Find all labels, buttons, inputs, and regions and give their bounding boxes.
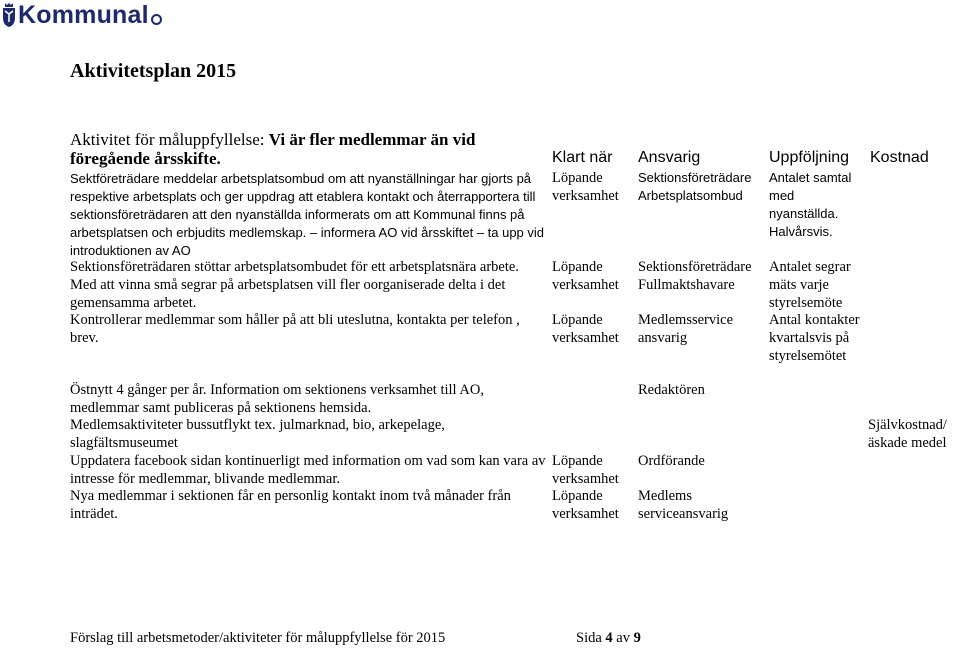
row-1-activity: Sektföreträdare meddelar arbetsplatsombud om att nyanställningar har gjorts på respektive arbetsplats och ger uppdrag att etablera kontakt och återrapportera till sektionsföreträdaren att den nyanställda informerats om att Kommunal finns på arbetsplatsen och erbjudits medlemskap. – informera AO vid årsskiftet – ta upp vid introduktionen av AO <box>70 171 545 258</box>
column-header-responsible: Ansvarig <box>638 149 701 166</box>
row-7-when: Löpande verksamhet <box>552 488 619 522</box>
row-3-followup: Antal kontakter kvartalsvis på styrelsemötet <box>769 312 860 364</box>
row-6-responsible: Ordförande <box>638 453 705 469</box>
kommunal-crest-icon <box>2 2 16 28</box>
row-2-when: Löpande verksamhet <box>552 259 619 293</box>
row-4-activity: Östnytt 4 gånger per år. Information om sektionens verksamhet till AO, medlemmar samt publiceras på sektionens hemsida. <box>70 382 484 416</box>
logo-dot <box>151 14 162 25</box>
page-total: 9 <box>633 630 641 646</box>
row-3-when: Löpande verksamhet <box>552 312 619 346</box>
row-2-followup: Antalet segrar mäts varje styrelsemöte <box>769 259 851 311</box>
column-header-cost: Kostnad <box>870 149 929 166</box>
row-3-responsible: Medlemsservice ansvarig <box>638 312 734 346</box>
goal-prefix: Aktivitet för måluppfyllelse: <box>70 130 269 149</box>
row-5-cost: Självkostnad/ äskade medel <box>868 417 947 451</box>
row-7-activity: Nya medlemmar i sektionen får en personlig kontakt inom två månader från inträdet. <box>70 488 511 522</box>
logo-text: Kommunal <box>18 0 149 29</box>
column-header-when: Klart när <box>552 149 613 166</box>
page-current: 4 <box>605 630 613 646</box>
page-prefix: Sida <box>576 630 606 646</box>
page-title: Aktivitetsplan 2015 <box>70 60 237 82</box>
row-1-responsible: Sektionsföreträdare Arbetsplatsombud <box>638 170 752 203</box>
page-number <box>576 630 641 647</box>
goal-text: Vi är fler medlemmar än vid föregående årsskifte. <box>70 130 476 168</box>
row-4-responsible: Redaktören <box>638 382 705 398</box>
row-1-followup: Antalet samtal med nyanställda. Halvårsvis. <box>769 170 852 239</box>
row-7-responsible: Medlems serviceansvarig <box>638 488 729 522</box>
row-2-activity: Sektionsföreträdaren stöttar arbetsplatsombudet för ett arbetsplatsnära arbete. Med att vinna små segrar på arbetsplatsen vill fler oorganiserade delta i det gemensamma arbetet. <box>70 259 519 311</box>
row-2-responsible: Sektionsföreträdare Fullmaktshavare <box>638 259 752 293</box>
goal-heading <box>70 130 530 168</box>
row-5-activity: Medlemsaktiviteter bussutflykt tex. julmarknad, bio, arkepelage, slagfältsmuseumet <box>70 417 445 451</box>
column-header-followup: Uppföljning <box>769 149 850 166</box>
row-1-when: Löpande verksamhet <box>552 170 619 204</box>
row-6-when: Löpande verksamhet <box>552 453 619 487</box>
row-6-activity: Uppdatera facebook sidan kontinuerligt med information om vad som kan vara av intresse för medlemmar, blivande medlemmar. <box>70 453 546 487</box>
page-separator: av <box>612 630 634 646</box>
footer-title: Förslag till arbetsmetoder/aktiviteter för måluppfyllelse för 2015 <box>70 630 446 646</box>
kommunal-logo <box>2 2 162 28</box>
row-3-activity: Kontrollerar medlemmar som håller på att bli uteslutna, kontakta per telefon , brev. <box>70 312 520 346</box>
